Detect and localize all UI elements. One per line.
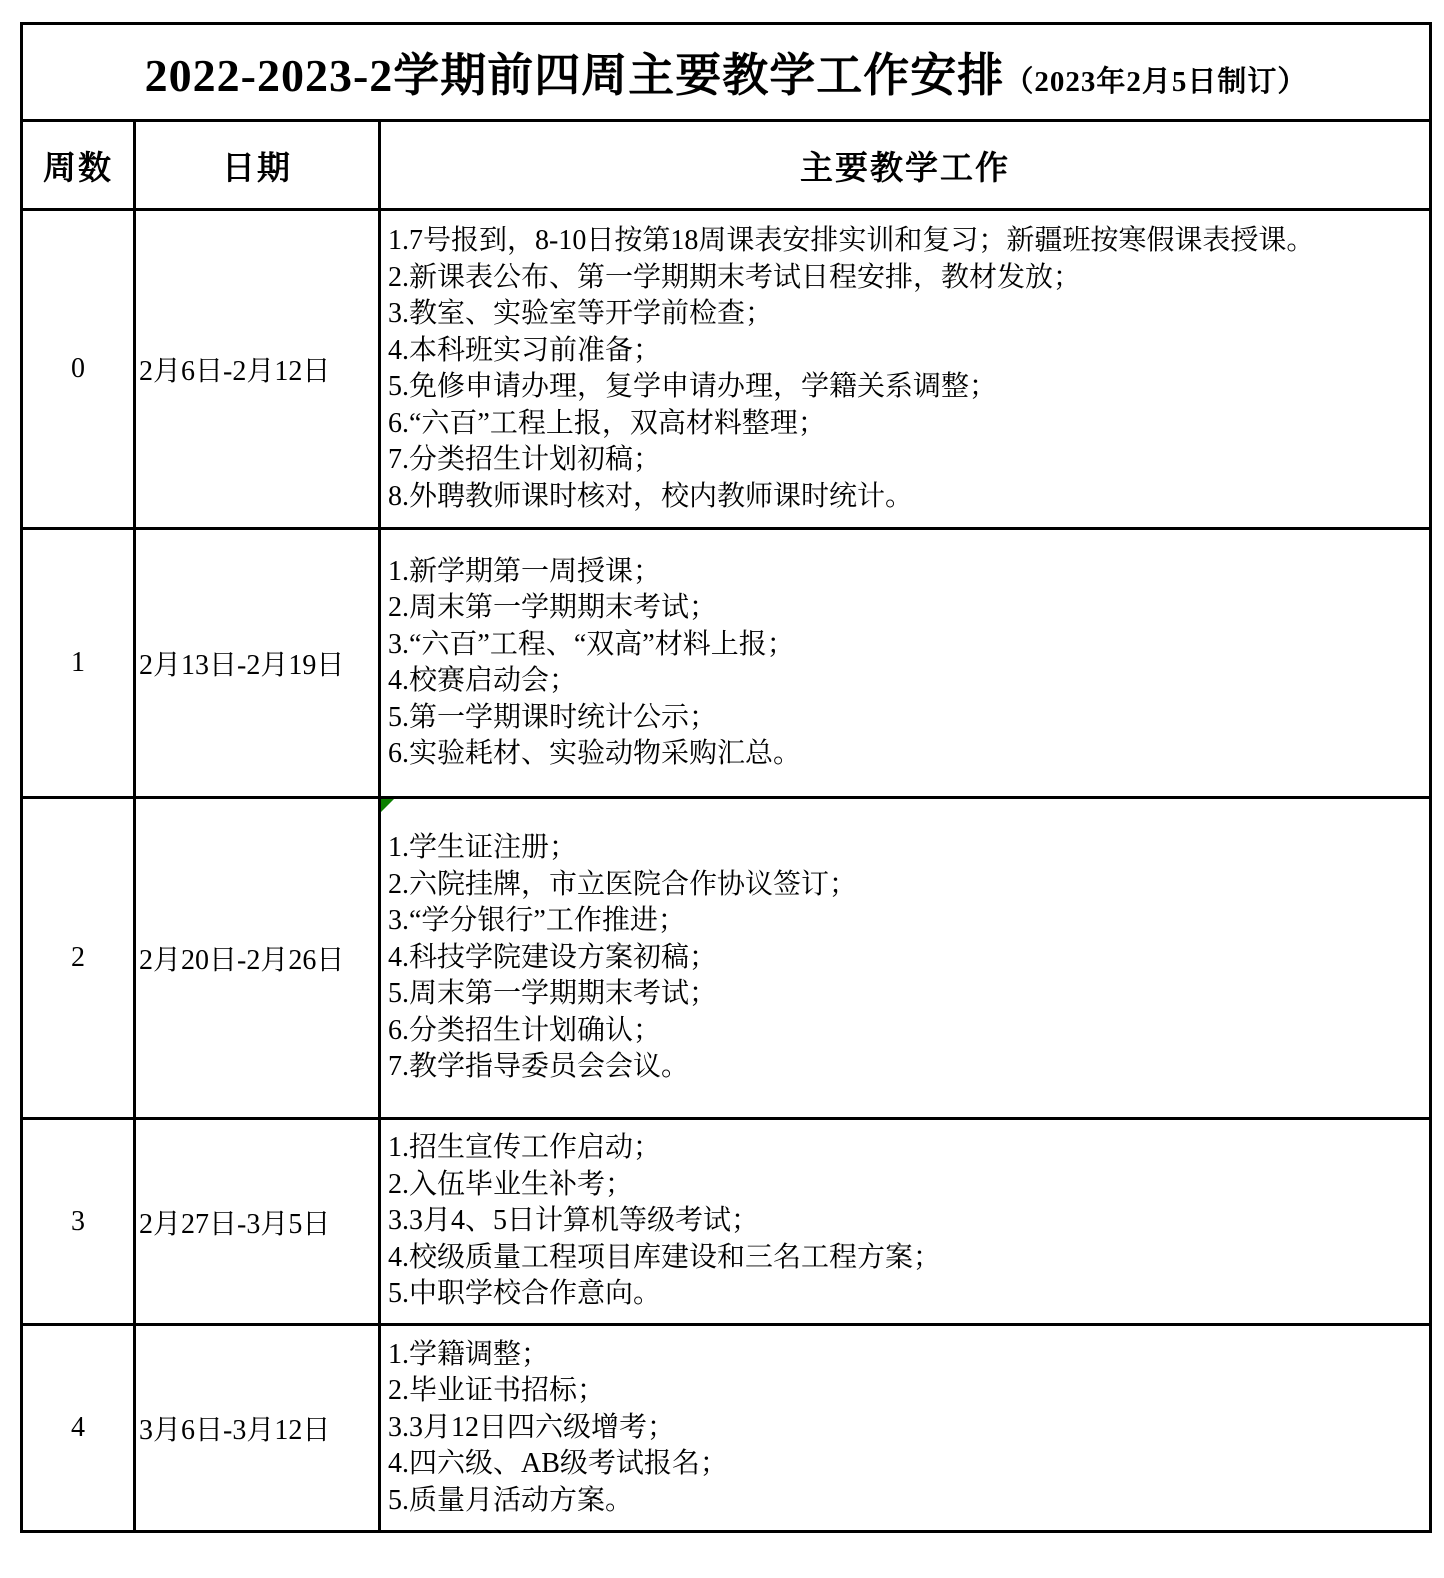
page-title-date: （2023年2月5日制订） [1004,66,1308,98]
week-cell: 2 [22,798,135,1119]
work-item: 3.教室、实验室等开学前检查； [388,298,774,329]
schedule-table [20,22,1432,1533]
work-cell [380,1325,1431,1532]
work-item: 3.“六百”工程、“双高”材料上报； [388,628,795,660]
work-item: 4.四六级、AB级考试报名； [388,1448,728,1480]
table-body [22,210,1431,1532]
header-row [22,121,1431,210]
work-item: 1.招生宣传工作启动； [388,1132,662,1164]
work-item: 2.新课表公布、第一学期期末考试日程安排，教材发放； [388,261,1082,293]
table-row [22,1119,1431,1325]
work-item: 6.“六百”工程上报，双高材料整理； [388,407,826,439]
work-item: 1.学生证注册； [388,832,578,864]
week-cell: 3 [22,1119,135,1325]
work-item: 3.3月4、5日计算机等级考试； [388,1205,760,1237]
work-item: 1.新学期第一周授课； [388,555,662,587]
date-cell: 2月6日-2月12日 [135,210,380,529]
work-item: 4.校级质量工程项目库建设和三名工程方案； [388,1241,942,1273]
work-item: 2.六院挂牌，市立医院合作协议签订； [388,868,858,900]
work-item: 5.质量月活动方案。 [388,1484,634,1516]
work-item: 7.分类招生计划初稿； [388,444,662,475]
work-item: 6.分类招生计划确认； [388,1014,662,1046]
table-row [22,1325,1431,1532]
week-cell: 0 [22,210,135,529]
work-item: 4.科技学院建设方案初稿； [388,941,718,973]
work-item: 7.教学指导委员会会议。 [388,1051,690,1083]
table-row [22,210,1431,529]
work-item: 1.学籍调整； [388,1338,550,1370]
work-cell [380,1119,1431,1325]
work-item: 4.本科班实习前准备； [388,334,662,366]
work-item: 5.第一学期课时统计公示； [388,701,718,733]
comment-flag-icon [381,799,394,812]
work-item: 5.周末第一学期期末考试； [388,978,718,1010]
work-cell [380,798,1431,1119]
column-header-work: 主要教学工作 [380,121,1431,210]
page-title: 2022-2023-2学期前四周主要教学工作安排 [144,50,1005,101]
date-cell: 3月6日-3月12日 [135,1325,380,1532]
work-item: 6.实验耗材、实验动物采购汇总。 [388,738,802,769]
title-row [22,24,1431,121]
title-cell [22,24,1431,121]
week-cell: 4 [22,1325,135,1532]
work-item: 5.免修申请办理，复学申请办理，学籍关系调整； [388,371,998,402]
week-cell: 1 [22,529,135,798]
work-item: 1.7号报到，8-10日按第18周课表安排实训和复习；新疆班按寒假课表授课。 [388,225,1315,256]
work-item: 8.外聘教师课时核对，校内教师课时统计。 [388,480,914,512]
date-cell: 2月27日-3月5日 [135,1119,380,1325]
work-cell [380,210,1431,529]
work-cell [380,529,1431,798]
column-header-date: 日期 [135,121,380,210]
table-row [22,798,1431,1119]
work-item: 2.毕业证书招标； [388,1375,606,1407]
work-item: 4.校赛启动会； [388,665,578,696]
work-item: 2.周末第一学期期末考试； [388,592,718,623]
date-cell: 2月20日-2月26日 [135,798,380,1119]
work-item: 3.“学分银行”工作推进； [388,905,686,937]
work-item: 2.入伍毕业生补考； [388,1168,634,1200]
work-item: 5.中职学校合作意向。 [388,1278,662,1310]
work-item: 3.3月12日四六级增考； [388,1411,676,1443]
column-header-week: 周数 [22,121,135,210]
table-row [22,529,1431,798]
date-cell: 2月13日-2月19日 [135,529,380,798]
